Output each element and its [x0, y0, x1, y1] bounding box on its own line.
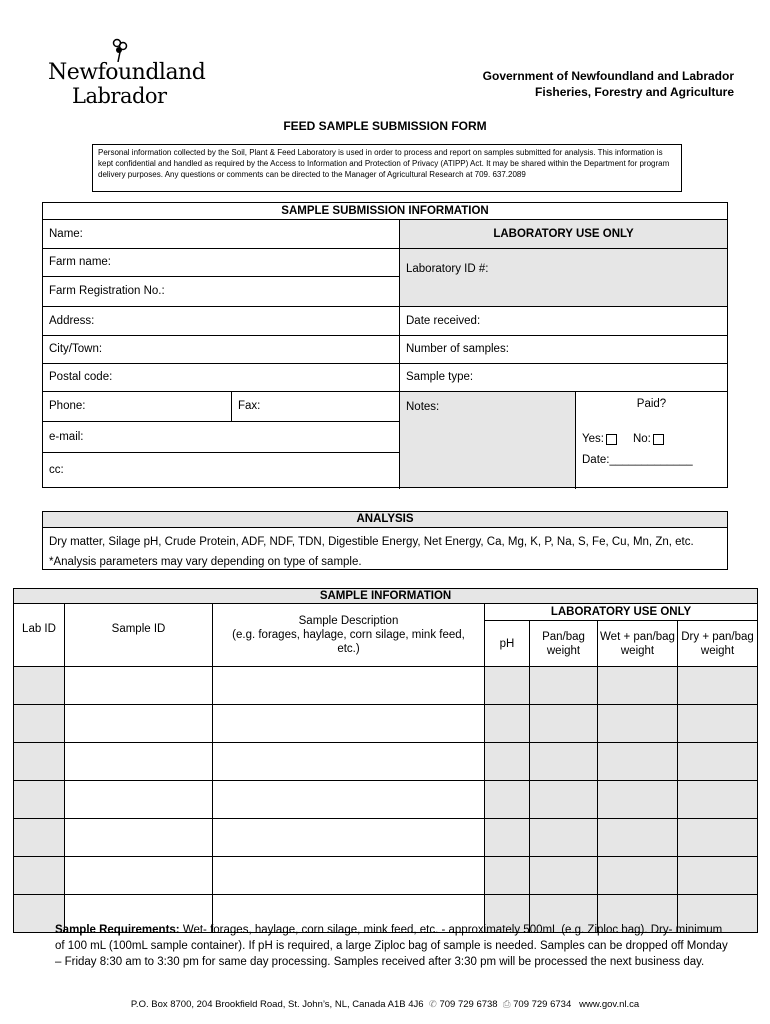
gov-line1: Government of Newfoundland and Labrador [482, 69, 734, 83]
col-dry-weight: Dry + pan/bag weight [678, 621, 758, 667]
sample-type-label: Sample type: [406, 371, 474, 383]
col-sample-id: Sample ID [65, 604, 213, 667]
logo-line2: Labrador [72, 84, 167, 108]
submission-title: SAMPLE SUBMISSION INFORMATION [281, 204, 489, 217]
requirements-label: Sample Requirements: [55, 924, 180, 936]
yes-label: Yes: [582, 432, 604, 445]
privacy-notice: Personal information collected by the Soil, Plant & Feed Laboratory is used in order to process and report on samples submitted for analysis. This information is kept confidential and handled as required by the Access to Information and Protection of Privacy (ATIPP) Act. It may be shared within the Department for program delivery purposes. Any questions or comments can be directed to the Manager of Agricultural Research at 709. 637.2089 [92, 144, 682, 192]
yes-checkbox[interactable] [606, 434, 617, 445]
date-received-label: Date received: [406, 314, 481, 327]
footer [0, 999, 770, 1010]
analysis-text: Dry matter, Silage pH, Crude Protein, ADF, NDF, TDN, Digestible Energy, Net Energy, Ca, Mg, K, P, Na, S, Fe, Cu, Mn, Zn, etc. *Analysis parameters may vary depending on type of sample. [49, 536, 694, 568]
fax-field[interactable]: Fax: [238, 400, 261, 412]
submission-section [42, 202, 728, 488]
footer-phone: 709 729 6738 [439, 999, 498, 1010]
col-wet-weight: Wet + pan/bag weight [598, 621, 678, 667]
paid-label: Paid? [636, 397, 667, 410]
table-row [14, 743, 758, 781]
sample-requirements [55, 922, 735, 970]
sample-description-sub: (e.g. forages, haylage, corn silage, mink feed, etc.) [232, 629, 465, 655]
newfoundland-labrador-logo [48, 38, 206, 110]
address-field[interactable]: Address: [49, 314, 95, 327]
farm-registration-field[interactable]: Farm Registration No.: [49, 285, 165, 297]
farm-name-field[interactable]: Farm name: [49, 256, 111, 268]
lab-use-only-heading: LABORATORY USE ONLY [493, 227, 634, 240]
phone-field[interactable]: Phone: [49, 400, 86, 412]
analysis-section [42, 511, 728, 570]
sample-information-table [13, 588, 758, 933]
footer-address: P.O. Box 8700, 204 Brookfield Road, St. John’s, NL, Canada A1B 4J6 [130, 999, 424, 1010]
table-row [14, 781, 758, 819]
table-row [14, 857, 758, 895]
logo-line1: Newfoundland [48, 60, 206, 85]
notes-label: Notes: [406, 400, 440, 413]
no-checkbox[interactable] [653, 434, 664, 445]
table-row [14, 667, 758, 705]
paid-date-field[interactable]: Date:_____________ [582, 453, 693, 466]
postal-code-field[interactable]: Postal code: [49, 371, 113, 383]
col-panbag-weight: Pan/bag weight [530, 621, 598, 667]
gov-line2: Fisheries, Forestry and Agriculture [535, 85, 734, 99]
col-lab-id: Lab ID [14, 604, 65, 667]
sample-info-title: SAMPLE INFORMATION [14, 589, 758, 604]
sample-description-title: Sample Description [298, 615, 399, 627]
government-header [483, 68, 734, 100]
laboratory-id-label: Laboratory ID #: [406, 262, 489, 275]
no-label: No: [632, 432, 651, 445]
col-ph: pH [485, 621, 530, 667]
footer-web[interactable]: www.gov.nl.ca [579, 999, 640, 1010]
table-row [14, 819, 758, 857]
pitcher-plant-icon [110, 38, 130, 62]
name-field[interactable]: Name: [49, 227, 83, 240]
paid-options [576, 431, 727, 447]
form-title: FEED SAMPLE SUBMISSION FORM [283, 119, 487, 133]
city-field[interactable]: City/Town: [49, 343, 103, 355]
table-row [14, 705, 758, 743]
phone-icon: ✆ [428, 999, 437, 1010]
number-of-samples-label: Number of samples: [406, 343, 509, 355]
sample-lab-use-heading: LABORATORY USE ONLY [485, 604, 758, 621]
col-sample-description [213, 604, 485, 667]
fax-icon: ⎙ [502, 999, 511, 1010]
email-field[interactable]: e-mail: [49, 430, 84, 443]
cc-field[interactable]: cc: [49, 463, 64, 476]
footer-fax: 709 729 6734 [513, 999, 572, 1010]
analysis-title: ANALYSIS [43, 512, 727, 527]
requirements-text: Wet- forages, haylage, corn silage, mink feed, etc. - approximately 500mL (e.g. Ziploc bag). Dry- minimum of 100 mL (100mL sample container). If pH is required, a large Ziploc bag of sample is needed. Samples can be dropped off Monday – Friday 8:30 am to 3:30 pm for same day processing. Samples received after 3:30 pm will be processed the next business day. [55, 924, 728, 968]
